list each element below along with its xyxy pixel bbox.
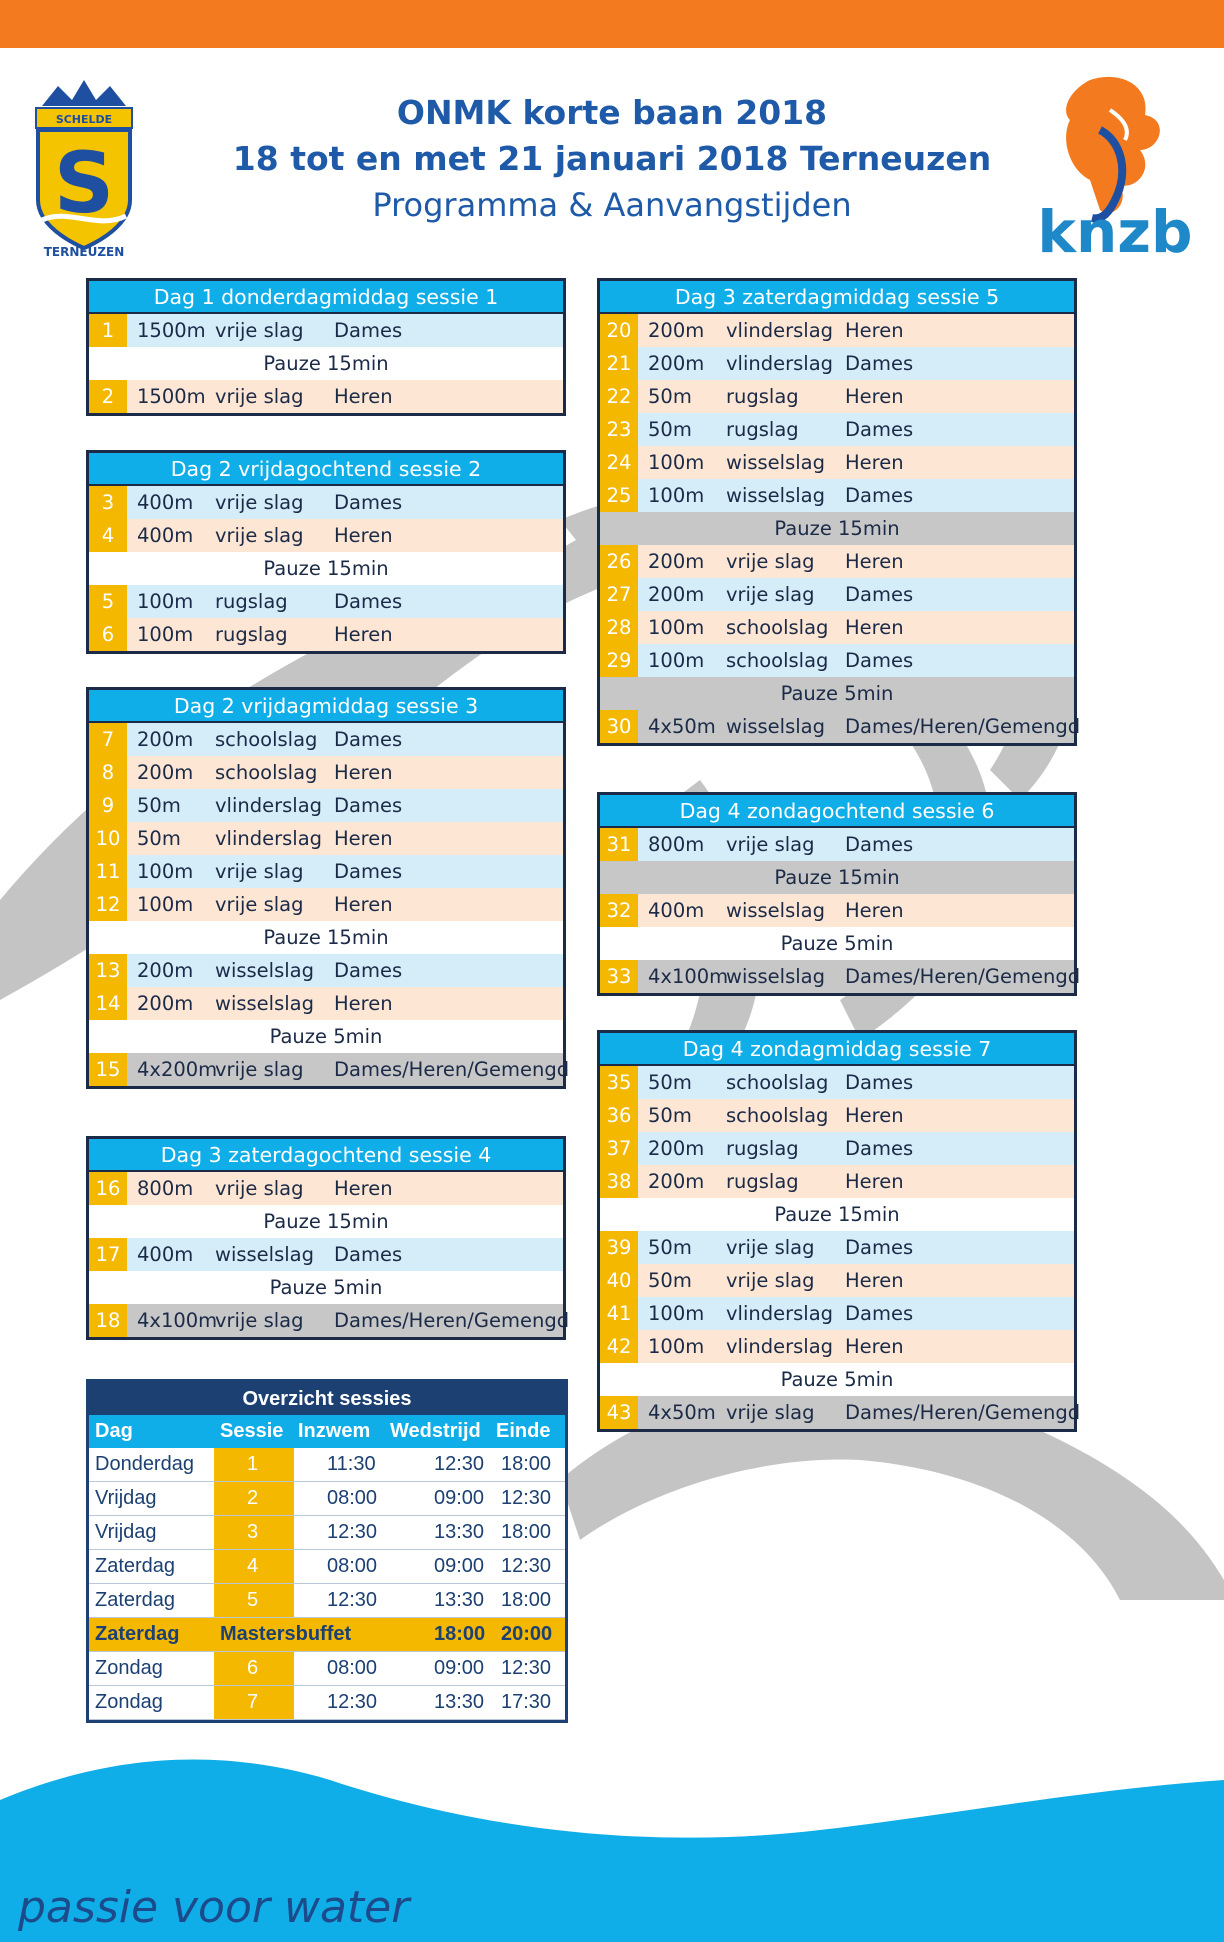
ov-einde: 18:00 [501,1521,552,1543]
event-stroke: rugslag [215,623,288,646]
event-number: 32 [600,894,638,927]
event-distance: 50m [137,827,181,850]
event-number: 3 [89,486,127,519]
session-3 [86,687,570,1089]
ov-buffet: Mastersbuffet [220,1623,352,1645]
event-row [600,1297,1074,1330]
event-distance: 100m [648,649,705,672]
ov-wedstrijd: 13:30 [434,1589,485,1611]
ov-sessie: 7 [247,1691,259,1713]
event-distance: 1500m [137,385,206,408]
event-distance: 200m [137,959,194,982]
event-distance: 400m [137,1243,194,1266]
event-number: 36 [600,1099,638,1132]
event-stroke: schoolslag [726,1071,829,1094]
event-distance: 50m [648,1071,692,1094]
event-distance: 200m [648,352,705,375]
event-stroke: wisselslag [726,484,826,507]
event-gender: Dames [845,1071,914,1094]
event-stroke: vlinderslag [215,794,323,817]
header-sessie: Sessie [220,1420,284,1442]
event-number: 5 [89,585,127,618]
event-stroke: rugslag [726,1170,799,1193]
event-number: 7 [89,723,127,756]
event-distance: 400m [137,491,194,514]
event-row [89,855,563,888]
event-row [600,1396,1081,1429]
overview-row [89,1550,565,1584]
header-dag: Dag [95,1420,133,1442]
event-gender: Dames/Heren/Gemengd [334,1309,570,1332]
event-stroke: vrije slag [215,1309,304,1332]
event-row [600,960,1081,993]
event-distance: 200m [648,550,705,573]
overview-header-row [89,1415,565,1448]
ov-einde: 12:30 [501,1555,552,1577]
event-distance: 50m [648,1104,692,1127]
overview-row [89,1652,565,1686]
session-title: Dag 3 zaterdagmiddag sessie 5 [600,281,1074,314]
event-distance: 200m [137,728,194,751]
page-title: ONMK korte baan 2018 [396,93,828,132]
ov-dag: Zaterdag [95,1589,176,1611]
event-row [89,486,563,519]
ov-sessie: 3 [247,1521,259,1543]
event-number: 1 [89,314,127,347]
event-stroke: vlinderslag [726,1335,834,1358]
event-gender: Dames [334,959,403,982]
event-distance: 4x200m [137,1058,218,1081]
event-distance: 200m [648,1170,705,1193]
event-stroke: vrije slag [726,583,815,606]
event-stroke: vrije slag [726,1269,815,1292]
event-number: 21 [600,347,638,380]
ov-inzwem: 12:30 [327,1691,378,1713]
event-number: 9 [89,789,127,822]
header-einde: Einde [496,1420,551,1442]
pause-row: Pauze 15min [600,1198,1074,1231]
event-stroke: wisselslag [215,1243,315,1266]
event-stroke: vrije slag [215,524,304,547]
overview-row [89,1584,565,1618]
event-distance: 100m [648,451,705,474]
event-stroke: vrije slag [215,1177,304,1200]
event-stroke: wisselslag [215,959,315,982]
event-number: 4 [89,519,127,552]
event-stroke: vrije slag [215,893,304,916]
header-inzwem: Inzwem [298,1420,371,1442]
event-stroke: vlinderslag [726,352,834,375]
event-row [600,578,1074,611]
ov-sessie: 4 [247,1555,259,1577]
session-title: Dag 1 donderdagmiddag sessie 1 [89,281,563,314]
event-row [89,1172,563,1205]
event-stroke: vrije slag [215,319,304,342]
logo-banner-text: SCHELDE [55,113,113,126]
overview-title: Overzicht sessies [89,1382,565,1415]
event-row [89,756,563,789]
event-gender: Dames/Heren/Gemengd [845,1401,1081,1424]
event-number: 11 [89,855,127,888]
event-stroke: rugslag [215,590,288,613]
ov-dag: Vrijdag [95,1487,157,1509]
event-row [600,1132,1074,1165]
ov-wedstrijd: 18:00 [434,1623,486,1645]
event-gender: Heren [334,623,393,646]
event-number: 16 [89,1172,127,1205]
event-row [600,479,1074,512]
ov-sessie: 6 [247,1657,259,1679]
session-title: Dag 3 zaterdagochtend sessie 4 [89,1139,563,1172]
event-gender: Heren [845,616,904,639]
event-stroke: vrije slag [215,385,304,408]
ov-sessie: 2 [247,1487,259,1509]
session-4 [86,1136,570,1340]
event-row [89,987,563,1020]
ov-einde: 18:00 [501,1453,552,1475]
pause-row: Pauze 5min [89,1020,563,1053]
event-gender: Heren [845,319,904,342]
event-gender: Dames [334,491,403,514]
event-number: 27 [600,578,638,611]
event-row [600,380,1074,413]
event-row [600,1330,1074,1363]
pause-row: Pauze 5min [600,677,1074,710]
event-gender: Dames/Heren/Gemengd [845,715,1081,738]
event-number: 10 [89,822,127,855]
pause-row: Pauze 15min [89,1205,563,1238]
event-distance: 1500m [137,319,206,342]
ov-inzwem: 08:00 [327,1487,378,1509]
pause-row: Pauze 5min [600,927,1074,960]
pause-row: Pauze 15min [89,552,563,585]
event-gender: Dames [845,649,914,672]
event-stroke: vrije slag [726,550,815,573]
event-number: 43 [600,1396,638,1429]
event-distance: 100m [648,1302,705,1325]
event-distance: 100m [137,590,194,613]
event-number: 14 [89,987,127,1020]
event-stroke: schoolslag [215,728,318,751]
overview-table [86,1379,568,1723]
event-row [600,710,1081,743]
event-number: 26 [600,545,638,578]
event-number: 2 [89,380,127,413]
event-distance: 50m [648,385,692,408]
event-distance: 200m [648,1137,705,1160]
event-gender: Heren [845,1269,904,1292]
event-gender: Dames/Heren/Gemengd [334,1058,570,1081]
session-1 [86,278,566,416]
ov-wedstrijd: 13:30 [434,1521,485,1543]
event-row [600,446,1074,479]
event-gender: Dames [334,794,403,817]
event-stroke: rugslag [726,418,799,441]
ov-dag: Zaterdag [95,1555,176,1577]
header-wedstrijd: Wedstrijd [390,1420,481,1442]
event-row [600,545,1074,578]
event-gender: Dames [334,728,403,751]
event-gender: Heren [334,385,393,408]
event-stroke: vrije slag [726,833,815,856]
ov-wedstrijd: 09:00 [434,1555,485,1577]
logo-city-text: TERNEUZEN [43,245,125,258]
event-distance: 50m [648,1236,692,1259]
logo-letter: S [53,134,115,232]
event-row [600,413,1074,446]
ov-wedstrijd: 12:30 [434,1453,485,1475]
ov-inzwem: 12:30 [327,1589,378,1611]
event-distance: 800m [648,833,705,856]
event-distance: 200m [137,761,194,784]
event-distance: 400m [137,524,194,547]
pause-row: Pauze 5min [89,1271,563,1304]
event-row [89,888,563,921]
event-gender: Heren [334,893,393,916]
event-number: 22 [600,380,638,413]
event-gender: Dames [334,590,403,613]
event-stroke: vrije slag [215,491,304,514]
event-stroke: vrije slag [215,860,304,883]
event-gender: Dames/Heren/Gemengd [845,965,1081,988]
event-distance: 4x50m [648,715,716,738]
page-subtitle: 18 tot en met 21 januari 2018 Terneuzen [232,139,992,178]
event-distance: 100m [137,893,194,916]
event-number: 13 [89,954,127,987]
event-gender: Dames [845,352,914,375]
event-row [600,1066,1074,1099]
ov-einde: 20:00 [501,1623,553,1645]
event-number: 12 [89,888,127,921]
event-distance: 50m [137,794,181,817]
event-row [89,314,563,347]
event-gender: Heren [845,1170,904,1193]
event-gender: Heren [334,827,393,850]
ov-wedstrijd: 09:00 [434,1487,485,1509]
event-gender: Heren [334,524,393,547]
event-row [600,644,1074,677]
event-row [89,1053,570,1086]
session-2 [86,450,566,654]
event-stroke: wisselslag [215,992,315,1015]
event-stroke: vlinderslag [215,827,323,850]
event-distance: 100m [648,484,705,507]
event-distance: 100m [137,623,194,646]
session-title: Dag 2 vrijdagochtend sessie 2 [89,453,563,486]
event-number: 40 [600,1264,638,1297]
overview-row [89,1448,565,1482]
event-gender: Dames [845,1236,914,1259]
event-gender: Dames [334,319,403,342]
event-number: 25 [600,479,638,512]
event-row [89,954,563,987]
event-number: 41 [600,1297,638,1330]
logo-right-text: knzb [1037,198,1193,260]
ov-dag: Zondag [95,1691,163,1713]
event-number: 6 [89,618,127,651]
event-number: 33 [600,960,638,993]
event-gender: Heren [334,992,393,1015]
event-distance: 200m [648,583,705,606]
event-number: 31 [600,828,638,861]
ov-einde: 17:30 [501,1691,552,1713]
ov-inzwem: 08:00 [327,1657,378,1679]
slogan: passie voor water [18,1882,410,1933]
event-stroke: schoolslag [726,1104,829,1127]
overview-row [89,1482,565,1516]
event-stroke: wisselslag [726,451,826,474]
page-caption: Programma & Aanvangstijden [372,186,852,224]
event-distance: 50m [648,418,692,441]
ov-dag: Donderdag [95,1453,194,1475]
event-distance: 200m [137,992,194,1015]
event-number: 20 [600,314,638,347]
pause-row: Pauze 15min [600,861,1074,894]
ov-einde: 12:30 [501,1657,552,1679]
event-gender: Dames [334,860,403,883]
event-distance: 800m [137,1177,194,1200]
event-row [89,822,563,855]
event-distance: 50m [648,1269,692,1292]
event-distance: 4x100m [137,1309,218,1332]
event-number: 8 [89,756,127,789]
event-distance: 4x50m [648,1401,716,1424]
event-stroke: rugslag [726,385,799,408]
event-stroke: wisselslag [726,899,826,922]
event-distance: 200m [648,319,705,342]
pause-row: Pauze 5min [600,1363,1074,1396]
ov-dag: Zondag [95,1657,163,1679]
ov-wedstrijd: 09:00 [434,1657,485,1679]
pause-row: Pauze 15min [600,512,1074,545]
top-orange-bar [0,0,1224,48]
event-gender: Heren [845,385,904,408]
pause-row: Pauze 15min [89,347,563,380]
ov-inzwem: 08:00 [327,1555,378,1577]
event-stroke: vrije slag [215,1058,304,1081]
ov-sessie: 1 [247,1453,259,1475]
session-title: Dag 4 zondagmiddag sessie 7 [600,1033,1074,1066]
event-row [89,789,563,822]
event-row [600,347,1074,380]
event-distance: 100m [137,860,194,883]
event-gender: Heren [845,1335,904,1358]
event-number: 29 [600,644,638,677]
session-6 [597,792,1081,996]
event-gender: Dames [845,583,914,606]
event-row [89,519,563,552]
event-stroke: rugslag [726,1137,799,1160]
event-number: 18 [89,1304,127,1337]
page-header [0,90,1224,228]
event-gender: Heren [845,1104,904,1127]
event-stroke: schoolslag [726,649,829,672]
overview-body [89,1448,565,1720]
event-number: 39 [600,1231,638,1264]
event-distance: 100m [648,1335,705,1358]
event-row [89,1238,563,1271]
event-row [600,1264,1074,1297]
event-gender: Dames [845,418,914,441]
event-gender: Dames [845,1137,914,1160]
event-stroke: schoolslag [726,616,829,639]
event-row [600,1231,1074,1264]
event-number: 23 [600,413,638,446]
event-row [89,723,563,756]
event-distance: 100m [648,616,705,639]
event-gender: Heren [334,1177,393,1200]
event-distance: 4x100m [648,965,729,988]
session-title: Dag 2 vrijdagmiddag sessie 3 [89,690,563,723]
event-row [600,894,1074,927]
event-number: 37 [600,1132,638,1165]
event-number: 35 [600,1066,638,1099]
ov-einde: 12:30 [501,1487,552,1509]
session-title: Dag 4 zondagochtend sessie 6 [600,795,1074,828]
event-row [89,585,563,618]
overview-buffet-row [89,1618,565,1652]
event-stroke: wisselslag [726,965,826,988]
event-distance: 400m [648,899,705,922]
session-7 [597,1030,1081,1432]
ov-dag: Zaterdag [95,1623,180,1645]
event-gender: Dames [845,1302,914,1325]
event-row [600,1099,1074,1132]
overview-row [89,1516,565,1550]
ov-wedstrijd: 13:30 [434,1691,485,1713]
event-row [600,1165,1074,1198]
ov-einde: 18:00 [501,1589,552,1611]
event-gender: Dames [845,484,914,507]
event-row [600,828,1074,861]
event-number: 28 [600,611,638,644]
event-row [600,611,1074,644]
event-number: 30 [600,710,638,743]
session-5 [597,278,1081,746]
event-number: 24 [600,446,638,479]
ov-dag: Vrijdag [95,1521,157,1543]
overview-row [89,1686,565,1720]
event-stroke: schoolslag [215,761,318,784]
event-stroke: wisselslag [726,715,826,738]
event-number: 15 [89,1053,127,1086]
event-gender: Heren [845,451,904,474]
event-row [89,618,563,651]
ov-inzwem: 12:30 [327,1521,378,1543]
event-row [89,1304,570,1337]
event-stroke: vrije slag [726,1236,815,1259]
event-row [600,314,1074,347]
event-gender: Dames [334,1243,403,1266]
event-stroke: vlinderslag [726,319,834,342]
ov-sessie: 5 [247,1589,259,1611]
pause-row: Pauze 15min [89,921,563,954]
event-number: 42 [600,1330,638,1363]
ov-inzwem: 11:30 [327,1453,376,1475]
event-gender: Heren [334,761,393,784]
event-row [89,380,563,413]
event-gender: Dames [845,833,914,856]
event-number: 38 [600,1165,638,1198]
event-number: 17 [89,1238,127,1271]
event-gender: Heren [845,899,904,922]
event-gender: Heren [845,550,904,573]
event-stroke: vrije slag [726,1401,815,1424]
event-stroke: vlinderslag [726,1302,834,1325]
